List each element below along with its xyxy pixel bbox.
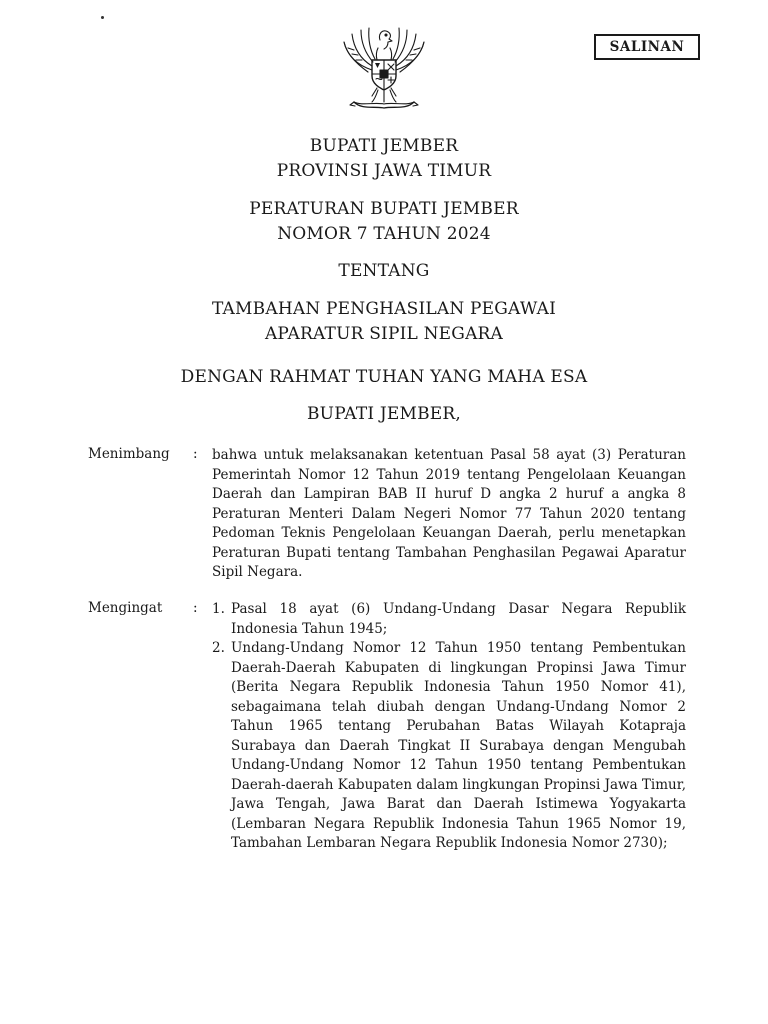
salinan-label: SALINAN (609, 39, 685, 55)
garuda-pancasila-emblem-icon (332, 22, 436, 114)
regulation-number: NOMOR 7 TAHUN 2024 (277, 224, 491, 244)
subject-line-2: APARATUR SIPIL NEGARA (264, 324, 504, 344)
menimbang-label: Menimbang (88, 446, 170, 462)
subject-line-1: TAMBAHAN PENGHASILAN PEGAWAI (211, 299, 557, 319)
mengingat-item-text: Undang-Undang Nomor 12 Tahun 1950 tentang Pembentukan Daerah-Daerah Kabupaten di lingkungan Propinsi Jawa Timur (Berita Negara Republik Indonesia Tahun 1950 Nomor 41), sebagaimana telah diubah dengan Undang-Undang Nomor 2 Tahun 1965 tentang Perubahan Batas Wilayah Kotapraja Surabaya dan Daerah Tingkat II Surabaya dengan Mengubah Undang-Undang Nomor 12 Tahun 1950 tentang Pembentukan Daerah-daerah Kabupaten dalam lingkungan Propinsi Jawa Timur, Jawa Tengah, Jawa Barat dan Daerah Istimewa Yogyakarta (Lembaran Negara Republik Indonesia Tahun 1965 Nomor 19, Tambahan Lembaran Negara Republik Indonesia Nomor 2730); (231, 640, 687, 851)
mengingat-item-number: 2. (212, 640, 225, 656)
mengingat-colon: : (193, 600, 198, 616)
menimbang-text: bahwa untuk melaksanakan ketentuan Pasal 58 ayat (3) Peraturan Pemerintah Nomor 12 Tahun 2019 tentang Pengelolaan Keuangan Daerah dan Lampiran BAB II huruf D angka 2 huruf a angka 8 Peraturan Menteri Dalam Negeri Nomor 77 Tahun 2020 tentang Pedoman Teknis Pengelolaan Keuangan Daerah, perlu menetapkan Peraturan Bupati tentang Tambahan Penghasilan Pegawai Aparatur Sipil Negara. (212, 447, 686, 580)
regent-address: BUPATI JEMBER, (306, 404, 462, 424)
tentang-heading: TENTANG (338, 261, 430, 281)
province-title: PROVINSI JAWA TIMUR (276, 161, 492, 181)
mengingat-item-number: 1. (212, 601, 225, 617)
mengingat-label: Mengingat (88, 600, 163, 616)
salinan-stamp (594, 34, 700, 60)
menimbang-colon: : (193, 446, 198, 462)
regent-title: BUPATI JEMBER (309, 136, 459, 156)
regulation-title: PERATURAN BUPATI JEMBER (249, 199, 519, 219)
mengingat-item (212, 600, 686, 639)
speck-mark (101, 16, 104, 19)
invocation-line: DENGAN RAHMAT TUHAN YANG MAHA ESA (180, 367, 588, 387)
mengingat-item-text: Pasal 18 ayat (6) Undang-Undang Dasar Negara Republik Indonesia Tahun 1945; (231, 601, 686, 637)
mengingat-item (212, 639, 686, 854)
